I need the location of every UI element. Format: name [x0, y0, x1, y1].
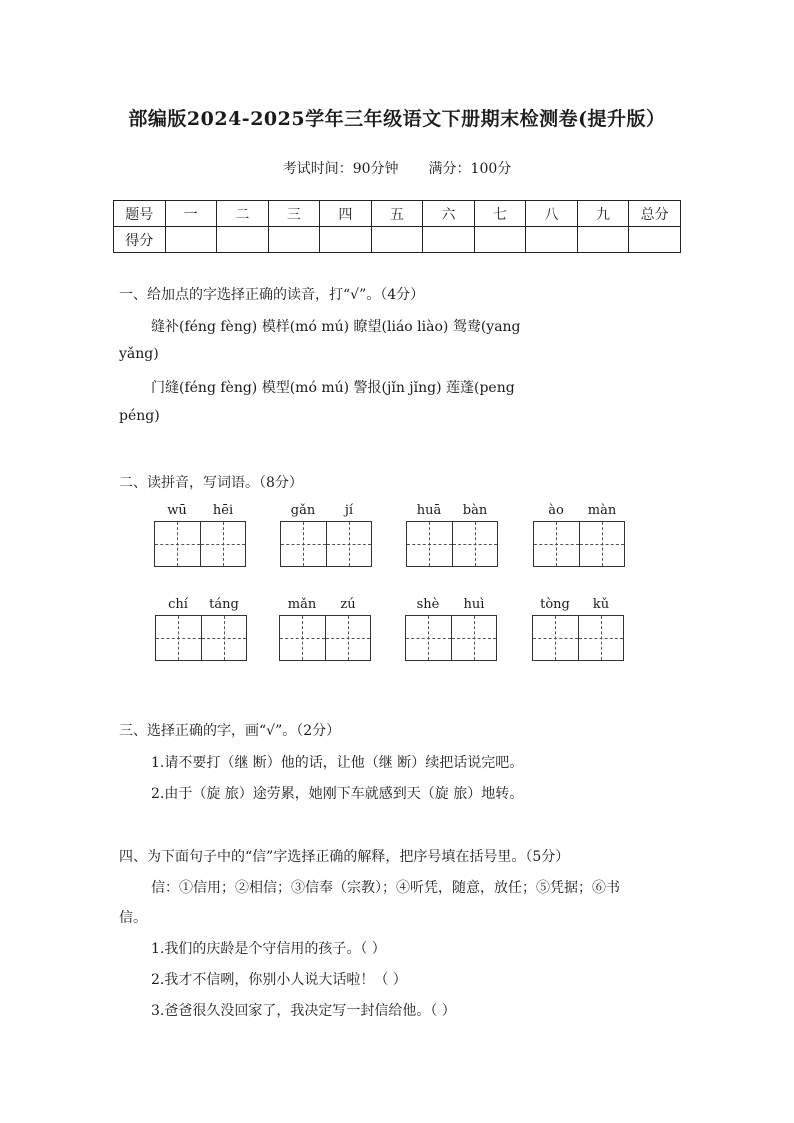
section2-heading: 二、读拼音，写词语。（8分）: [119, 475, 303, 491]
pinyin-label: hēi: [212, 503, 234, 518]
score-cell[interactable]: [268, 227, 320, 253]
score-cell[interactable]: [320, 227, 372, 253]
header-cell: 三: [268, 201, 320, 227]
section4-question3: 3.爸爸很久没回家了，我决定写一封信给他。（ ）: [151, 1003, 456, 1019]
writing-box[interactable]: [155, 522, 200, 566]
pinyin-label: tòng: [540, 597, 570, 612]
pinyin-writing-group: [405, 597, 497, 661]
pinyin-writing-group: [154, 503, 246, 567]
score-table: [113, 200, 681, 253]
pinyin-label: táng: [209, 597, 239, 612]
writing-box[interactable]: [579, 522, 625, 566]
pinyin-label: màn: [587, 503, 617, 518]
row-label: 得分: [114, 227, 166, 253]
writing-box[interactable]: [406, 616, 451, 660]
pinyin-label: mǎn: [287, 597, 317, 612]
pinyin-writing-group: [280, 503, 372, 567]
header-cell: 二: [217, 201, 269, 227]
header-cell: 题号: [114, 201, 166, 227]
writing-box[interactable]: [156, 616, 201, 660]
writing-box[interactable]: [201, 616, 247, 660]
pinyin-label: gǎn: [290, 503, 316, 518]
score-cell[interactable]: [165, 227, 217, 253]
section3-question2: 2.由于（旋 旅）途劳累，她刚下车就感到天（旋 旅）地转。: [151, 786, 524, 802]
pinyin-label: shè: [416, 597, 440, 612]
score-table-header-row: [114, 201, 681, 227]
section1-line1-cont: yǎng): [119, 346, 159, 362]
full-score: 满分：100分: [428, 161, 512, 177]
writing-box[interactable]: [578, 616, 624, 660]
header-cell: 五: [371, 201, 423, 227]
header-cell: 一: [165, 201, 217, 227]
header-cell: 八: [526, 201, 578, 227]
header-cell: 六: [423, 201, 475, 227]
writing-box[interactable]: [533, 616, 578, 660]
writing-box[interactable]: [326, 522, 372, 566]
section1-line1: 缝补(féng fèng) 模样(mó mú) 瞭望(liáo liào) 鸳鸯(yang: [151, 319, 521, 335]
section1-line2: 门缝(féng fèng) 模型(mó mú) 警报(jǐn jǐng) 莲蓬(peng: [151, 380, 515, 396]
pinyin-writing-group: [155, 597, 247, 661]
score-cell[interactable]: [577, 227, 629, 253]
writing-box[interactable]: [280, 616, 325, 660]
header-cell: 七: [474, 201, 526, 227]
page-title: 部编版2024-2025学年三年级语文下册期末检测卷(提升版）: [128, 108, 666, 130]
score-cell[interactable]: [526, 227, 578, 253]
writing-box[interactable]: [452, 522, 498, 566]
writing-box[interactable]: [534, 522, 579, 566]
score-cell[interactable]: [217, 227, 269, 253]
pinyin-label: wū: [167, 503, 187, 518]
pinyin-writing-group: [406, 503, 498, 567]
score-cell[interactable]: [629, 227, 681, 253]
score-cell[interactable]: [371, 227, 423, 253]
pinyin-label: zú: [340, 597, 356, 612]
section1-heading: 一、给加点的字选择正确的读音，打“√”。（4分）: [119, 287, 425, 303]
writing-box[interactable]: [451, 616, 497, 660]
writing-box[interactable]: [281, 522, 326, 566]
section3-heading: 三、选择正确的字，画“√”。（2分）: [119, 723, 341, 739]
score-table-score-row: [114, 227, 681, 253]
writing-box[interactable]: [200, 522, 246, 566]
section4-question1: 1.我们的庆龄是个守信用的孩子。（ ）: [151, 941, 386, 957]
pinyin-label: chí: [168, 597, 188, 612]
score-cell[interactable]: [423, 227, 475, 253]
section4-heading: 四、为下面句子中的“信”字选择正确的解释，把序号填在括号里。（5分）: [119, 849, 570, 865]
pinyin-label: huā: [416, 503, 442, 518]
pinyin-label: jí: [344, 503, 354, 518]
section1-line2-cont: péng): [119, 408, 160, 424]
header-cell: 九: [577, 201, 629, 227]
section4-question2: 2.我才不信咧，你别小人说大话啦！（ ）: [151, 972, 407, 988]
pinyin-writing-group: [532, 597, 624, 661]
section4-definitions: 信：①信用；②相信；③信奉（宗教）；④听凭，随意，放任；⑤凭据；⑥书: [151, 880, 620, 896]
pinyin-writing-group: [279, 597, 371, 661]
pinyin-label: huì: [463, 597, 485, 612]
writing-box[interactable]: [407, 522, 452, 566]
exam-info: [0, 158, 794, 178]
section3-question1: 1.请不要打（继 断）他的话，让他（继 断）续把话说完吧。: [151, 755, 524, 771]
writing-box[interactable]: [325, 616, 371, 660]
pinyin-label: ào: [548, 503, 564, 518]
header-cell: 总分: [629, 201, 681, 227]
pinyin-writing-group: [533, 503, 625, 567]
section4-definitions-cont: 信。: [119, 910, 147, 926]
pinyin-label: kǔ: [592, 597, 610, 612]
header-cell: 四: [320, 201, 372, 227]
score-cell[interactable]: [474, 227, 526, 253]
exam-time: 考试时间：90分钟: [282, 161, 399, 177]
pinyin-label: bàn: [462, 503, 488, 518]
